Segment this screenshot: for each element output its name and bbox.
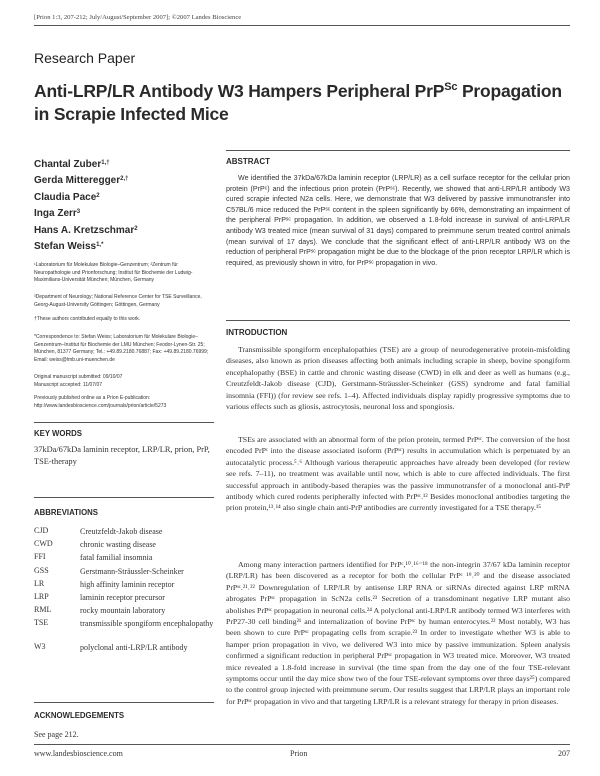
- abbreviation-row: FFI fatal familial insomnia: [34, 552, 153, 563]
- header-rule: [34, 25, 570, 26]
- intro-paragraph-3: Among many interaction partners identified for PrPᶜ,¹⁰˒¹⁶⁻¹⁸ the non-integrin 37/67 kDa laminin receptor (LRP/LR) has been discovered as a receptor for both the cellular PrPᶜ ¹⁹˒²⁰ and the disease associated PrPˢᶜ.²¹˒²² Downregulation of LRP/LR by antisense LRP RNA or siRNAs directed against LRP mRNA abrogates PrPˢᶜ propagation in ScN2a cells.²³ Secretion of a transdominant negative LRP mutant also abolishes PrPˢᶜ propagation in neuronal cells.²⁴ A polyclonal anti-LRP/LR antibody termed W3 interferes with PrP27-30 cell binding²¹ and internalization of bovine PrPˢᶜ by human enterocytes.²² Most notably, W3 has been shown to cure PrPˢᶜ propagating cells from scrapie.²³ In order to investigate whether W3 is able to hamper prion propagation in vivo, we delivered W3 into mice by passive immunization. Spleen analysis confirmed a significant reduction in peripheral PrPˢᶜ propagation in W3 treated mice. Moreover, W3 treated mice revealed a 1.8-fold increase in survival (the time span from the day one of the four TSE-relevant symptoms occur until the day mice show two of the four TSE-relevant symptoms over three days²⁵) compared to the control group injected with preimmune serum. Our results suggest that LRP/LR plays an important role for PrPˢᶜ propagation in vivo and that targeting LRP/LR is a relevant strategy for therapy in prion diseases.: [226, 560, 570, 706]
- affiliation: ³Department of Neurology; National Reference Center for TSE Surveillance, Georg-August-University Göttingen; Göttingen, Germany: [34, 294, 202, 308]
- abbreviation-row: CWD chronic wasting disease: [34, 539, 156, 550]
- abbreviations-rule: [34, 497, 214, 498]
- abbreviation-row: CJD Creutzfeldt-Jakob disease: [34, 526, 163, 536]
- abbreviation-row: TSE transmissible spongiform encephalopathy: [34, 618, 214, 629]
- abbreviation-row: GSS Gerstmann-Sträussler-Scheinker: [34, 565, 184, 576]
- article-title: Anti-LRP/LR Antibody W3 Hampers Peripheral PrP$^{Sc}$ Propagation in Scrapie Infected Mice: [34, 81, 562, 124]
- article-type: Research Paper: [34, 50, 136, 66]
- abbreviation-row: LR high affinity laminin receptor: [34, 578, 175, 589]
- intro-paragraph-2: TSEs are associated with an abnormal form of the prion protein, termed PrPˢᶜ. The conversion of the host encoded PrPᶜ into the disease associated isoform (PrPˢᶜ) results in accumulation which is perpetuated by an autocatalytic process.⁵˒⁶ Although various therapeutic approaches have already been developed (for review see refs. 7–11), no treatment was available until now, which is able to cure affected individuals. The first successful approach in antibody-based therapies was the passive immunotransfer of a monoclonal anti-PrP antibody which cured rodents peripherally infected with PrPˢᶜ.¹² Besides monoclonal antibodies targeting the prion protein,¹³˒¹⁴ also single chain anti-PrP antibodies are currently investigated for a TSE therapy.¹⁵: [226, 435, 570, 513]
- manuscript-dates: Original manuscript submitted: 09/10/07 Manuscript accepted: 11/07/07: [34, 374, 123, 388]
- epublication-note: Previously published online as a Prion E-publication: http://www.landesbioscience.com/journals/prion/article/5273: [34, 395, 167, 409]
- author: Stefan Weiss$^{1,*}$: [34, 241, 104, 253]
- acknowledgements-text: See page 212.: [34, 730, 79, 739]
- author: Chantal Zuber$^{1,\dagger}$: [34, 159, 110, 170]
- author-list: [34, 157, 209, 255]
- author: Claudia Pace$^2$: [34, 191, 100, 203]
- page-number: 207: [558, 749, 570, 758]
- footer-rule: [34, 744, 570, 745]
- abbreviations-list: [34, 526, 214, 656]
- keywords-rule: [34, 422, 214, 423]
- footer-website: www.landesbioscience.com: [34, 749, 123, 758]
- keywords-heading: KEY WORDS: [34, 429, 82, 438]
- acknowledgements-heading: ACKNOWLEDGEMENTS: [34, 711, 125, 720]
- introduction-rule: [226, 320, 570, 321]
- abbreviation-row: W3 polyclonal anti-LRP/LR antibody: [34, 642, 188, 653]
- abbreviation-row: LRP laminin receptor precursor: [34, 591, 165, 602]
- abstract-rule: [226, 150, 570, 151]
- introduction-heading: INTRODUCTION: [226, 328, 288, 337]
- author: Inga Zerr$^3$: [34, 208, 81, 220]
- footer-journal: Prion: [290, 749, 308, 758]
- author: Gerda Mitteregger$^{2,\dagger}$: [34, 175, 129, 187]
- abstract-text: We identified the 37kDa/67kDa laminin receptor (LRP/LR) as a cell surface receptor for the cellular prion protein (PrPᶜ) and the infectious prion protein (PrPˢᶜ). Recently, we showed that anti-LRP/LR antibody W3 cured scrapie infected N2a cells. Here, we demonstrate that W3 delivered by passive immunotransfer into C57BL/6 mice reduced the PrPˢᶜ content in the spleen significantly by 66%, demonstrating an impairment of the peripheral PrPˢᶜ propagation. In addition, we observed a 1.8-fold increase in survival of anti-LRP/LR antibody W3 treated mice (mean survival of 31 days) compared to preimmune serum treated control animals (mean survival of 17 days). We conclude that the significant effect of anti-LRP/LR antibody W3 on the reduction of peripheral PrPˢᶜ propagation might be due to the blockage of the prion receptor LRP/LR which is required, as previously shown in vitro, for PrPˢᶜ propagation in vivo.: [226, 174, 570, 267]
- abbreviation-row: RML rocky mountain laboratory: [34, 605, 166, 616]
- author-note: †These authors contributed equally to this work.: [34, 316, 141, 322]
- intro-paragraph-1: Transmissible spongiform encephalopathies (TSE) are a group of neurodegenerative protein-misfolding diseases, also known as prion diseases affecting both animals including scrapie in sheep, bovine spongiform encephalopathy (BSE) in cattle and chronic wasting disease (CWD) in elk and deer as well as humans (e.g., Creutzfeldt-Jakob disease (CJD), Gerstmann-Sträussler-Scheinker (GSS) syndrome and fatal familial insomnia (FFI)) (for review see refs. 1–4). Affected individuals display rapidly progressive symptoms due to various effects such as gliosis, astrocytosis, neuronal loss and spongiosis.: [226, 345, 570, 412]
- abstract-heading: ABSTRACT: [226, 157, 270, 166]
- keywords-text: 37kDa/67kDa laminin receptor, LRP/LR, prion, PrP, TSE-therapy: [34, 445, 210, 466]
- abbreviations-heading: ABBREVIATIONS: [34, 508, 98, 517]
- correspondence: *Correspondence to: Stefan Weiss; Laboratorium für Molekulare Biologie–Genzentrum–Institut für Biochemie der LMU München; Feodor-Lynen-Str. 25; München, 81377 Germany; Tel.: +49.89.2180.76887; Fax: +49.89.2180.76999; Email: weiss@lmb.uni-muenchen.de: [34, 334, 209, 363]
- author: Hans A. Kretzschmar$^2$: [34, 224, 138, 236]
- journal-citation: [Prion 1:3, 207-212; July/August/September 2007]; ©2007 Landes Bioscience: [34, 14, 242, 21]
- affiliation: ¹Laboratorium für Molekulare Biologie–Genzentrum; ²Zentrum für Neuropathologie und Prionforschung; Institut für Biochemie der Ludwig-Maximilians-Universität München; München, Germany: [34, 262, 193, 284]
- acknowledgements-rule: [34, 702, 214, 703]
